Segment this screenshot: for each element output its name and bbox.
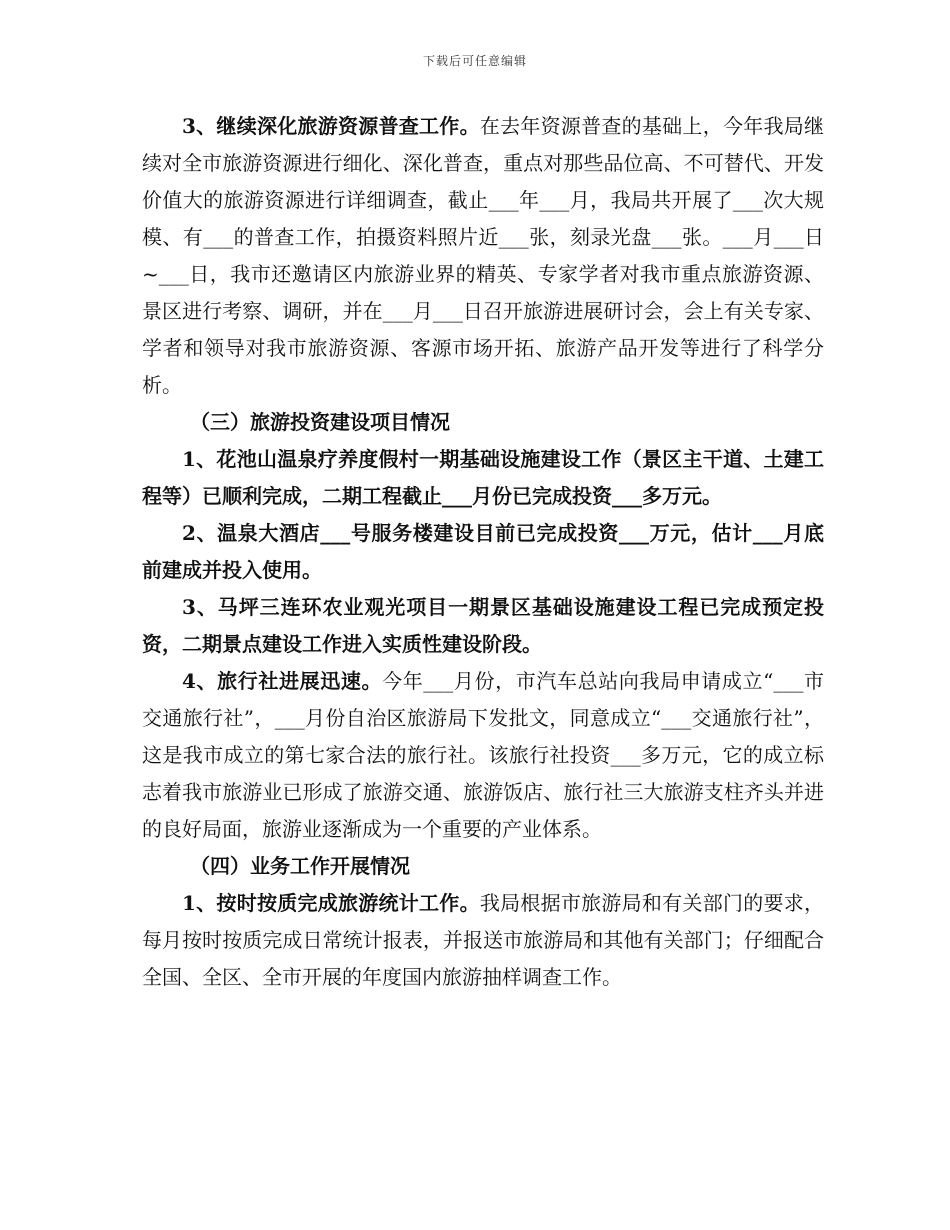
paragraph-text: 我局根据市旅游局和有关部门的要求，每月按时按质完成日常统计报表，并报送市旅游局和其他有关部门；仔细配合全国、全区、全市开展的年度国内旅游抽样调查工作。 (142, 891, 824, 989)
document-body (142, 108, 824, 996)
paragraph-agri-tourism: 3、马坪三连环农业观光项目一期景区基础设施建设工程已完成预定投资，二期景点建设工作进入实质性建设阶段。 (142, 595, 824, 656)
paragraph-text: 今年___月份，市汽车总站向我局申请成立“___市交通旅行社”，___月份自治区旅游局下发批文，同意成立“___交通旅行社”，这是我市成立的第七家合法的旅行社。该旅行社投资___多万元，它的成立标志着我市旅游业已形成了旅游交通、旅游饭店、旅行社三大旅游支柱齐头并进的良好局面，旅游业逐渐成为一个重要的产业体系。 (142, 669, 824, 841)
paragraph-lead: 3、继续深化旅游资源普查工作。 (182, 114, 480, 138)
section-heading-operations: （四）业务工作开展情况 (190, 854, 410, 878)
page-header: 下载后可任意编辑 (422, 54, 527, 68)
paragraph-text: 在去年资源普查的基础上，今年我局继续对全市旅游资源进行细化、深化普查，重点对那些品位高、不可替代、开发价值大的旅游资源进行详细调查，截止___年___月，我局共开展了___次大规模、有___的普查工作，拍摄资料照片近___张，刻录光盘___张。___月___日~___日，我市还邀请区内旅游业界的精英、专家学者对我市重点旅游资源、景区进行考察、调研，并在___月___日召开旅游进展研讨会，会上有关专家、学者和领导对我市旅游资源、客源市场开拓、旅游产品开发等进行了科学分析。 (142, 114, 824, 397)
paragraph-hot-spring-hotel: 2、温泉大酒店___号服务楼建设目前已完成投资___万元，估计___月底前建成并投入使用。 (142, 521, 824, 582)
paragraph-resource-survey (142, 108, 824, 404)
paragraph-statistics (142, 885, 824, 996)
paragraph-hot-spring-resort: 1、花池山温泉疗养度假村一期基础设施建设工作（景区主干道、土建工程等）已顺利完成，二期工程截止___月份已完成投资___多万元。 (142, 447, 824, 508)
paragraph-travel-agency (142, 663, 824, 848)
paragraph-lead: 4、旅行社进展迅速。 (182, 669, 383, 693)
paragraph-lead: 1、按时按质完成旅游统计工作。 (182, 891, 480, 915)
section-heading-investment: （三）旅游投资建设项目情况 (190, 410, 450, 434)
